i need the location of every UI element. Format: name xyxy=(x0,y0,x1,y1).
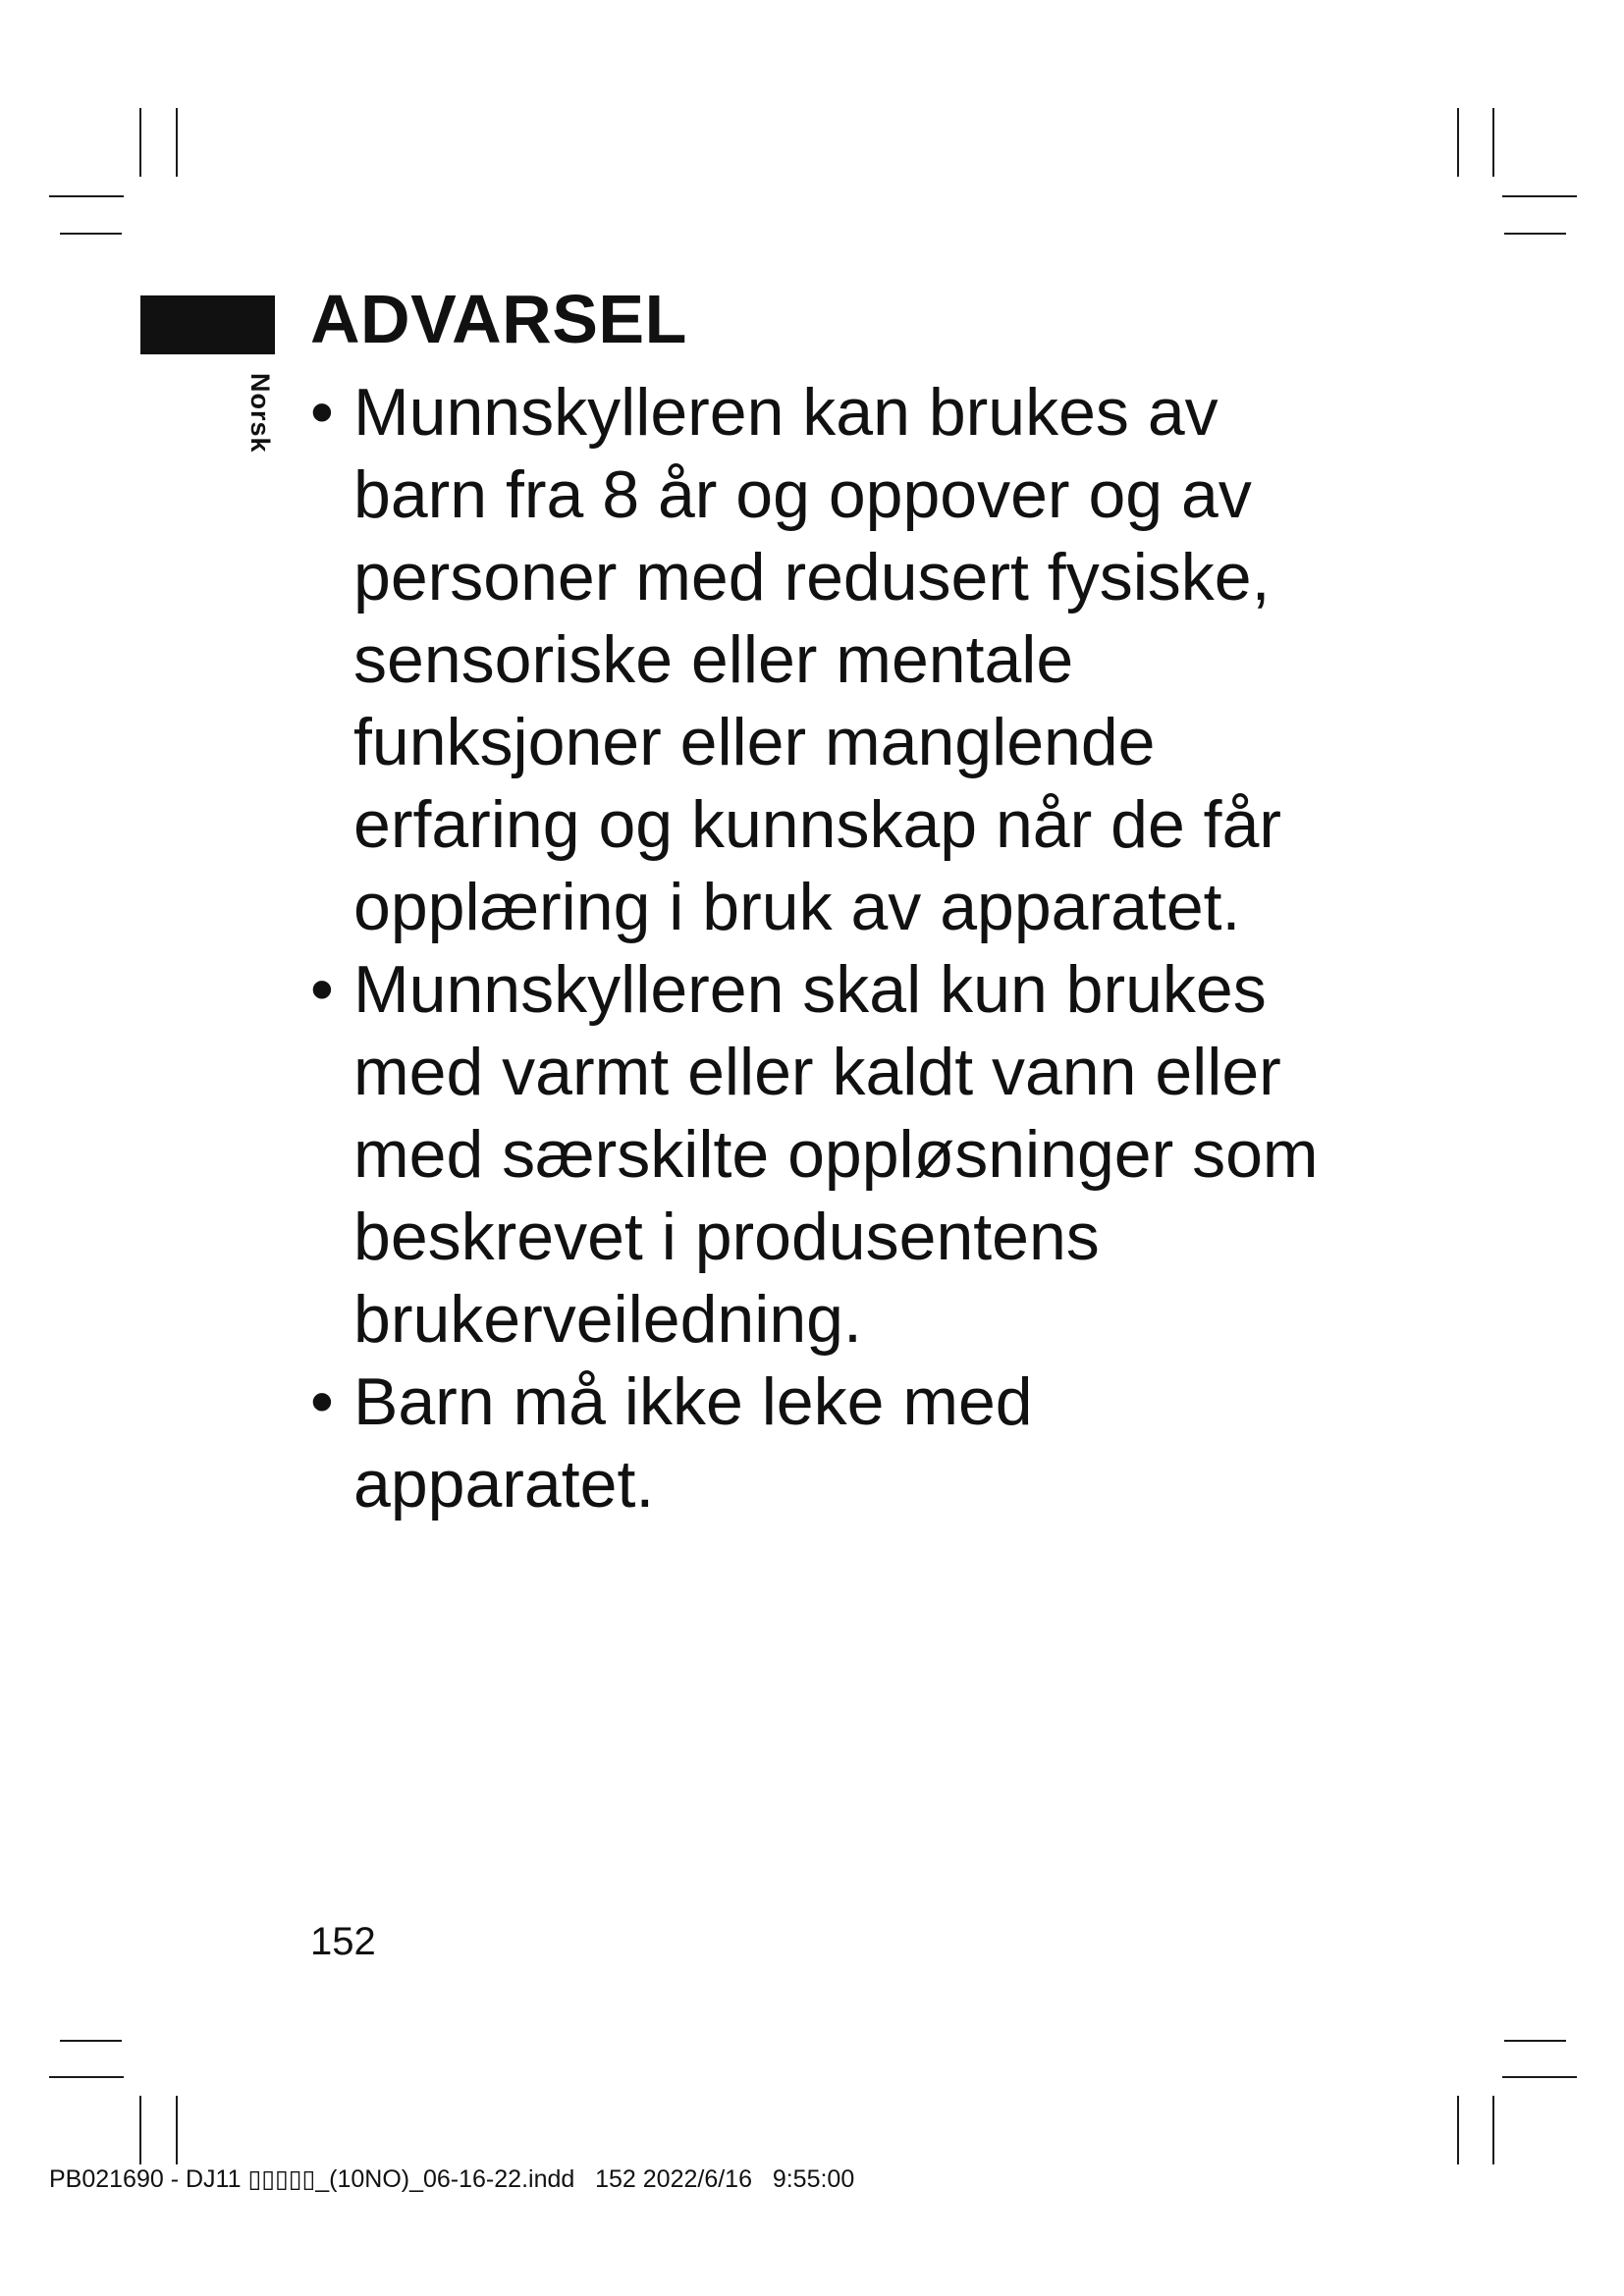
crop-mark xyxy=(1502,195,1577,197)
crop-mark xyxy=(1492,2096,1494,2164)
bullet-icon: • xyxy=(310,952,334,1027)
crop-mark xyxy=(49,195,124,197)
print-slug: PB021690 - DJ11 ▯▯▯▯▯_(10NO)_06-16-22.indd 152 2022/6/16 9:55:00 xyxy=(49,2165,855,2193)
crop-mark xyxy=(176,108,178,177)
language-tab-block xyxy=(140,295,275,354)
list-item xyxy=(310,371,1351,948)
bullet-icon: • xyxy=(310,375,334,450)
page-number: 152 xyxy=(310,1920,376,1963)
warning-heading: ADVARSEL xyxy=(310,281,687,357)
bullet-icon: • xyxy=(310,1364,334,1439)
list-item-text: Barn må ikke leke med apparatet. xyxy=(353,1364,1033,1522)
crop-mark xyxy=(139,108,141,177)
crop-mark xyxy=(1457,2096,1459,2164)
crop-mark xyxy=(1492,108,1494,177)
language-label: Norsk xyxy=(245,373,275,454)
crop-mark xyxy=(60,233,122,235)
crop-mark xyxy=(1502,2076,1577,2078)
crop-mark xyxy=(1504,2040,1566,2042)
crop-mark xyxy=(1504,233,1566,235)
list-item-text: Munnskylleren kan brukes av barn fra 8 år og oppover og av personer med redusert fysiske, sensoriske eller mentale funksjoner eller manglende erfaring og kunnskap når de får opplæring i bruk av apparatet. xyxy=(353,375,1282,944)
crop-mark xyxy=(1457,108,1459,177)
crop-mark xyxy=(176,2096,178,2164)
crop-mark xyxy=(60,2040,122,2042)
list-item xyxy=(310,948,1351,1361)
list-item xyxy=(310,1361,1351,1525)
crop-mark xyxy=(49,2076,124,2078)
warning-list xyxy=(310,371,1351,1525)
crop-mark xyxy=(139,2096,141,2164)
list-item-text: Munnskylleren skal kun brukes med varmt eller kaldt vann eller med særskilte oppløsninger som beskrevet i produsentens brukerveiledning. xyxy=(353,952,1319,1357)
